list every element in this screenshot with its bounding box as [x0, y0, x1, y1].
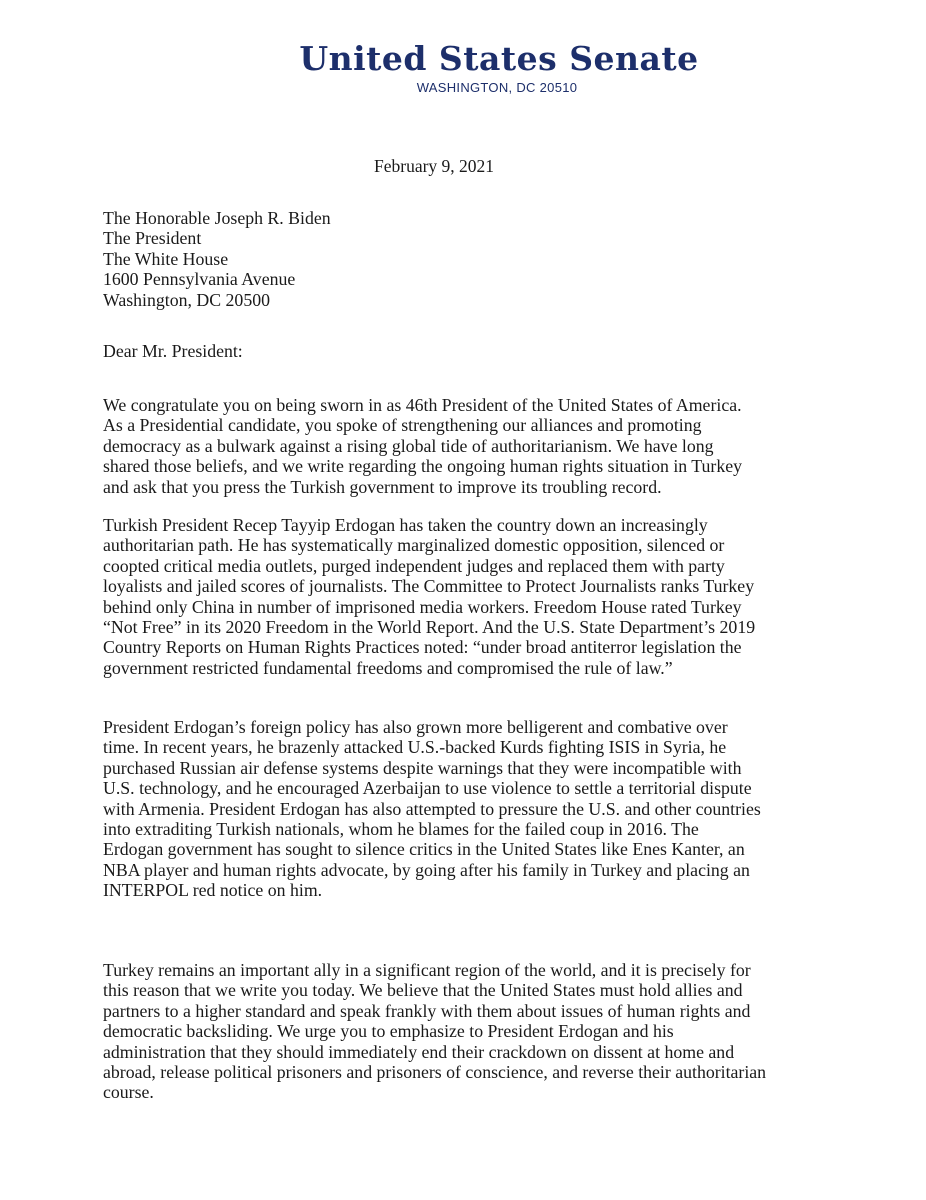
- paragraph-line: abroad, release political prisoners and prisoners of conscience, and reverse their authoritarian: [103, 1062, 767, 1083]
- paragraph-2: [103, 515, 843, 678]
- letterhead-title: United States Senate: [299, 39, 699, 78]
- paragraph-line: time. In recent years, he brazenly attacked U.S.-backed Kurds fighting ISIS in Syria, he: [103, 737, 727, 758]
- recipient-line: Washington, DC 20500: [103, 289, 270, 310]
- paragraph-line: President Erdogan’s foreign policy has also grown more belligerent and combative over: [103, 717, 728, 737]
- paragraph-line: government restricted fundamental freedoms and compromised the rule of law.”: [103, 657, 673, 678]
- recipient-address: [103, 208, 843, 310]
- paragraph-line: course.: [103, 1082, 154, 1103]
- paragraph-line: behind only China in number of imprisoned media workers. Freedom House rated Turkey: [103, 596, 742, 617]
- paragraph-4: [103, 960, 843, 1103]
- paragraph-line: Erdogan government has sought to silence critics in the United States like Enes Kanter, an: [103, 839, 745, 860]
- paragraph-line: coopted critical media outlets, purged independent judges and replaced them with party: [103, 555, 725, 576]
- salutation: Dear Mr. President:: [103, 341, 243, 361]
- paragraph-line: Turkish President Recep Tayyip Erdogan has taken the country down an increasingly: [103, 515, 708, 535]
- recipient-line: The White House: [103, 248, 229, 269]
- paragraph-line: “Not Free” in its 2020 Freedom in the World Report. And the U.S. State Department’s 2019: [103, 617, 756, 638]
- paragraph-line: into extraditing Turkish nationals, whom he blames for the failed coup in 2016. The: [103, 819, 699, 840]
- letter-date: February 9, 2021: [374, 156, 495, 176]
- paragraph-line: We congratulate you on being sworn in as 46th President of the United States of America.: [103, 395, 742, 415]
- paragraph-line: Turkey remains an important ally in a significant region of the world, and it is precisely for: [103, 960, 751, 980]
- paragraph-line: democratic backsliding. We urge you to emphasize to President Erdogan and his: [103, 1021, 674, 1042]
- paragraph-line: loyalists and jailed scores of journalists. The Committee to Protect Journalists ranks Turkey: [103, 576, 755, 597]
- paragraph-line: NBA player and human rights advocate, by going after his family in Turkey and placing an: [103, 859, 750, 880]
- paragraph-line: shared those beliefs, and we write regarding the ongoing human rights situation in Turkey: [103, 456, 743, 477]
- paragraph-line: with Armenia. President Erdogan has also attempted to pressure the U.S. and other countries: [103, 798, 761, 819]
- paragraph-line: U.S. technology, and he encouraged Azerbaijan to use violence to settle a territorial dispute: [103, 778, 752, 799]
- paragraph-line: INTERPOL red notice on him.: [103, 880, 323, 901]
- paragraph-line: partners to a higher standard and speak frankly with them about issues of human rights and: [103, 1000, 751, 1021]
- letterhead: [0, 40, 926, 95]
- paragraph-line: purchased Russian air defense systems despite warnings that they were incompatible with: [103, 757, 742, 778]
- paragraph-line: As a Presidential candidate, you spoke of strengthening our alliances and promoting: [103, 415, 702, 436]
- recipient-line: The President: [103, 228, 202, 249]
- recipient-line: The Honorable Joseph R. Biden: [103, 208, 331, 228]
- paragraph-3: [103, 717, 843, 901]
- paragraph-line: and ask that you press the Turkish government to improve its troubling record.: [103, 476, 662, 497]
- paragraph-1: [103, 395, 843, 497]
- letterhead-address: WASHINGTON, DC 20510: [416, 80, 578, 95]
- recipient-line: 1600 Pennsylvania Avenue: [103, 269, 296, 290]
- paragraph-line: democracy as a bulwark against a rising global tide of authoritarianism. We have long: [103, 435, 714, 456]
- paragraph-line: Country Reports on Human Rights Practices noted: “under broad antiterror legislation the: [103, 637, 742, 658]
- paragraph-line: authoritarian path. He has systematically marginalized domestic opposition, silenced or: [103, 535, 725, 556]
- paragraph-line: this reason that we write you today. We believe that the United States must hold allies and: [103, 980, 743, 1001]
- paragraph-line: administration that they should immediately end their crackdown on dissent at home and: [103, 1041, 735, 1062]
